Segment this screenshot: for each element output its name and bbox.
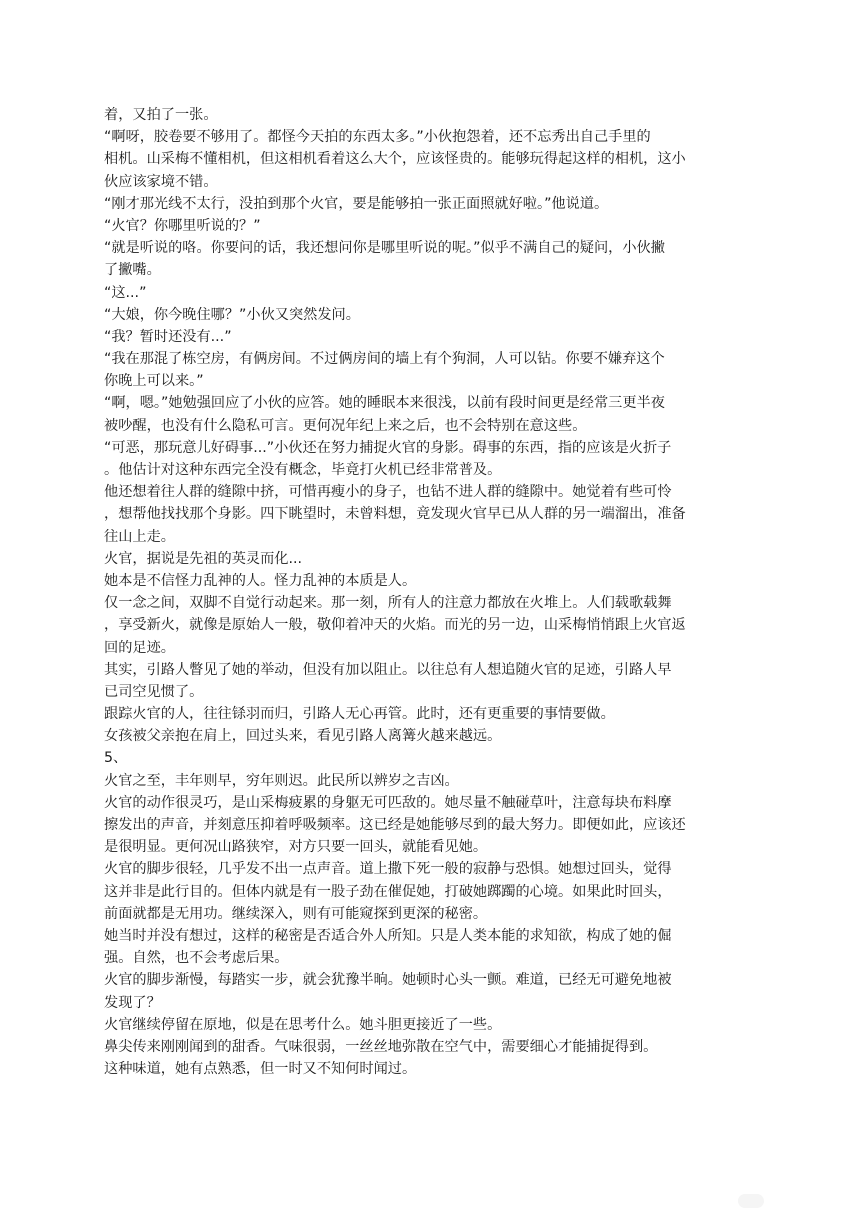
text-line: “我？暂时还没有...”: [104, 328, 232, 345]
text-line: 火官，据说是先祖的英灵而化...: [104, 550, 302, 567]
text-line: 着，又拍了一张。: [104, 107, 218, 123]
text-line: “就是听说的咯。你要问的话，我还想问你是哪里听说的呢。”似乎不满自己的疑问，小伙撇: [104, 240, 665, 257]
text-line: “可恶，那玩意儿好碍事...”小伙还在努力捕捉火官的身影。碍事的东西，指的应该是火折子: [104, 439, 672, 456]
text-line: 他还想着往人群的缝隙中挤，可惜再瘦小的身子，也钻不进人群的缝隙中。她觉着有些可怜: [104, 484, 672, 501]
text-line: 火官的脚步很轻，几乎发不出一点声音。道上撒下死一般的寂静与恐惧。她想过回头，觉得: [104, 861, 672, 878]
text-line: 被吵醒，也没有什么隐私可言。更何况年纪上来之后，也不会特别在意这些。: [104, 417, 587, 434]
text-line: 强。自然，也不会考虑后果。: [104, 950, 289, 967]
section-heading: 5、: [104, 750, 128, 767]
text-line: 火官的脚步渐慢，每踏实一步，就会犹豫半晌。她顿时心头一颤。难道，已经无可避免地被: [104, 972, 672, 989]
text-line: “大娘，你今晚住哪？”小伙又突然发问。: [104, 306, 360, 323]
text-line: 跟踪火官的人，往往铩羽而归，引路人无心再管。此时，还有更重要的事情要做。: [104, 706, 615, 723]
text-line: 是很明显。更何况山路狭窄，对方只要一回头，就能看见她。: [104, 839, 488, 856]
page-corner-mark: [738, 1194, 764, 1208]
text-line: 火官继续停留在原地，似是在思考什么。她斗胆更接近了一些。: [104, 1016, 502, 1033]
text-line: 火官的动作很灵巧，是山采梅疲累的身躯无可匹敌的。她尽量不触碰草叶，注意每块布料摩: [104, 794, 672, 811]
text-line: 她当时并没有想过，这样的秘密是否适合外人所知。只是人类本能的求知欲，构成了她的倔: [104, 927, 672, 944]
text-line: “啊，嗯。”她勉强回应了小伙的应答。她的睡眠本来很浅，以前有段时间更是经常三更半夜: [104, 395, 665, 412]
text-line: “啊呀，胶卷要不够用了。都怪今天拍的东西太多。”小伙抱怨着，还不忘秀出自己手里的: [104, 129, 651, 146]
text-line: ，享受新火，就像是原始人一般，敬仰着冲天的火焰。而光的另一边，山采梅悄悄跟上火官返: [104, 617, 686, 634]
text-line: 已司空见惯了。: [104, 683, 204, 700]
text-line: 伙应该家境不错。: [104, 173, 218, 190]
text-line: ，想帮他找找那个身影。四下眺望时，未曾料想，竟发现火官早已从人群的另一端溜出，准备: [104, 506, 686, 523]
text-line: “这...”: [104, 284, 147, 301]
text-line: “刚才那光线不太行，没拍到那个火官，要是能够拍一张正面照就好啦。”他说道。: [104, 195, 609, 212]
text-line: 了撇嘴。: [104, 262, 161, 279]
text-line: 擦发出的声音，并刻意压抑着呼吸频率。这已经是她能够尽到的最大努力。即便如此，应该还: [104, 817, 686, 833]
text-line: 你晚上可以来。”: [104, 373, 204, 390]
text-line: 相机。山采梅不懂相机，但这相机看着这么大个，应该怪贵的。能够玩得起这样的相机，这小: [104, 151, 686, 168]
text-line: 。他估计对这种东西完全没有概念，毕竟打火机已经非常普及。: [104, 462, 502, 478]
text-line: 女孩被父亲抱在肩上，回过头来，看见引路人离篝火越来越远。: [104, 728, 502, 745]
text-line: “我在那混了栋空房，有俩房间。不过俩房间的墙上有个狗洞，人可以钻。你要不嫌弃这个: [104, 351, 665, 368]
text-line: 仅一念之间，双脚不自觉行动起来。那一刻，所有人的注意力都放在火堆上。人们载歌载舞: [104, 595, 672, 612]
text-line: 这并非是此行目的。但体内就是有一股子劲在催促她，打破她踯躅的心境。如果此时回头，: [104, 883, 672, 900]
text-line: 火官之至，丰年则早，穷年则迟。此民所以辨岁之吉凶。: [104, 772, 459, 789]
text-line: 往山上走。: [104, 528, 175, 545]
text-line: 发现了？: [104, 994, 161, 1011]
text-line: 其实，引路人瞥见了她的举动，但没有加以阻止。以往总有人想追随火官的足迹，引路人早: [104, 661, 672, 678]
text-line: 她本是不信怪力乱神的人。怪力乱神的本质是人。: [104, 572, 417, 589]
text-line: 这种味道，她有点熟悉，但一时又不知何时闻过。: [104, 1061, 417, 1078]
text-line: 鼻尖传来刚刚闻到的甜香。气味很弱，一丝丝地弥散在空气中，需要细心才能捕捉得到。: [104, 1038, 658, 1055]
text-line: 回的足迹。: [104, 639, 175, 656]
text-line: “火官？你哪里听说的？”: [104, 217, 261, 234]
document-page: [104, 104, 744, 1080]
text-line: 前面就都是无用功。继续深入，则有可能窥探到更深的秘密。: [104, 905, 488, 922]
